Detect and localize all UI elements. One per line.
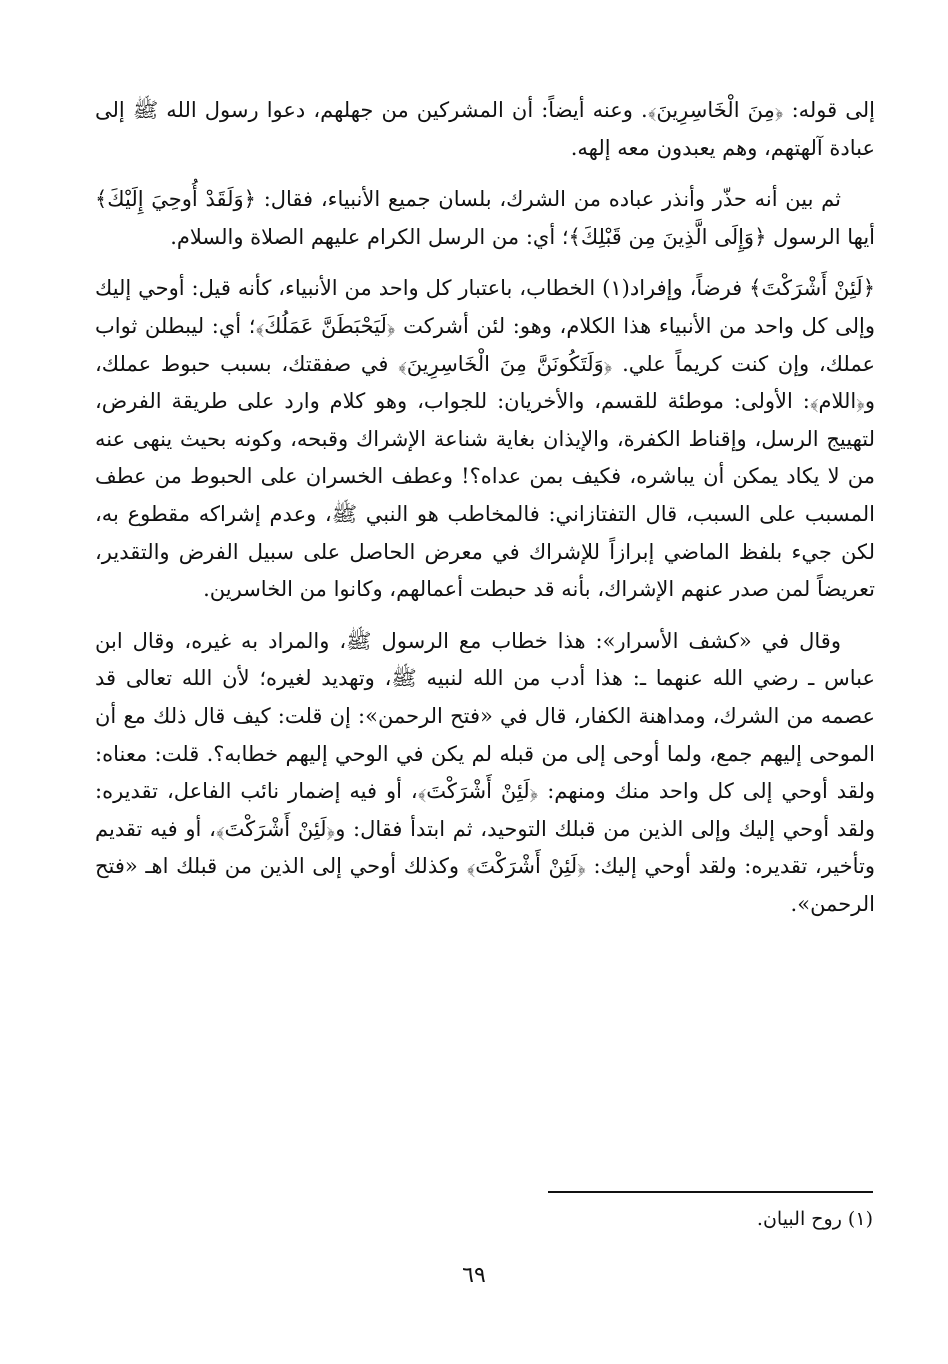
footnote-divider [548, 1191, 873, 1193]
page-number: ٦٩ [462, 1263, 486, 1288]
page-body [95, 92, 875, 937]
footnote: (١) روح البيان. [756, 1208, 873, 1230]
paragraph-3: ﴿لَئِنْ أَشْرَكْتَ﴾ فرضاً، وإفراد(١) الخطاب، باعتبار كل واحد من الأنبياء، كأنه قيل: أوحي إليك وإلى كل واحد من الأنبياء هذا الكلام، وهو: لئن أشركت ﴿لَيَحْبَطَنَّ عَمَلُكَ﴾؛ أي: ليبطلن ثواب عملك، وإن كنت كريماً علي. ﴿وَلَتَكُونَنَّ مِنَ الْخَاسِرِينَ﴾ في صفقتك، بسبب حبوط عملك، و﴿اللام﴾: الأولى: موطئة للقسم، والأخريان: للجواب، وهو كلام وارد على طريقة الفرض، لتهييج الرسل، وإقناط الكفرة، والإيذان بغاية شناعة الإشراك وقبحه، وكونه بحيث ينهى عنه من لا يكاد يمكن أن يباشره، فكيف بمن عداه؟! وعطف الخسران على الحبوط من عطف المسبب على السبب، قال التفتازاني: فالمخاطب هو النبي ﷺ، وعدم إشراكه مقطوع به، لكن جيء بلفظ الماضي إبرازاً للإشراك في معرض الحاصل على سبيل الفرض والتقدير، تعريضاً لمن صدر عنهم الإشراك، بأنه قد حبطت أعمالهم، وكانوا من الخاسرين. [95, 276, 875, 602]
paragraph-2: ثم بين أنه حذّر وأنذر عباده من الشرك، بلسان جميع الأنبياء، فقال: ﴿وَلَقَدْ أُوحِيَ إِلَيْكَ﴾ أيها الرسول ﴿وَإِلَى الَّذِينَ مِن قَبْلِكَ﴾؛ أي: من الرسل الكرام عليهم الصلاة والسلام. [95, 187, 875, 249]
paragraph-4: وقال في «كشف الأسرار»: هذا خطاب مع الرسول ﷺ، والمراد به غيره، وقال ابن عباس ـ رضي الله عنهما ـ: هذا أدب من الله لنبيه ﷺ، وتهديد لغيره؛ لأن الله تعالى قد عصمه من الشرك، ومداهنة الكفار، قال في «فتح الرحمن»: إن قلت: كيف قال ذلك مع أن الموحى إليهم جمع، ولما أوحى إلى من قبله لم يكن في الوحي إليهم خطابه؟. قلت: معناه: ولقد أوحي إلى كل واحد منك ومنهم: ﴿لَئِنْ أَشْرَكْتَ﴾، أو فيه إضمار نائب الفاعل، تقديره: ولقد أوحي إليك وإلى الذين من قبلك التوحيد، ثم ابتدأ فقال: و﴿لَئِنْ أَشْرَكْتَ﴾، أو فيه تقديم وتأخير، تقديره: ولقد أوحي إليك: ﴿لَئِنْ أَشْرَكْتَ﴾ وكذلك أوحي إلى الذين من قبلك اهـ «فتح الرحمن». [95, 628, 876, 916]
paragraph-1: إلى قوله: ﴿مِنَ الْخَاسِرِينَ﴾. وعنه أيضاً: أن المشركين من جهلهم، دعوا رسول الله ﷺ إلى عبادة آلهتهم، وهم يعبدون معه إلهه. [95, 98, 875, 160]
